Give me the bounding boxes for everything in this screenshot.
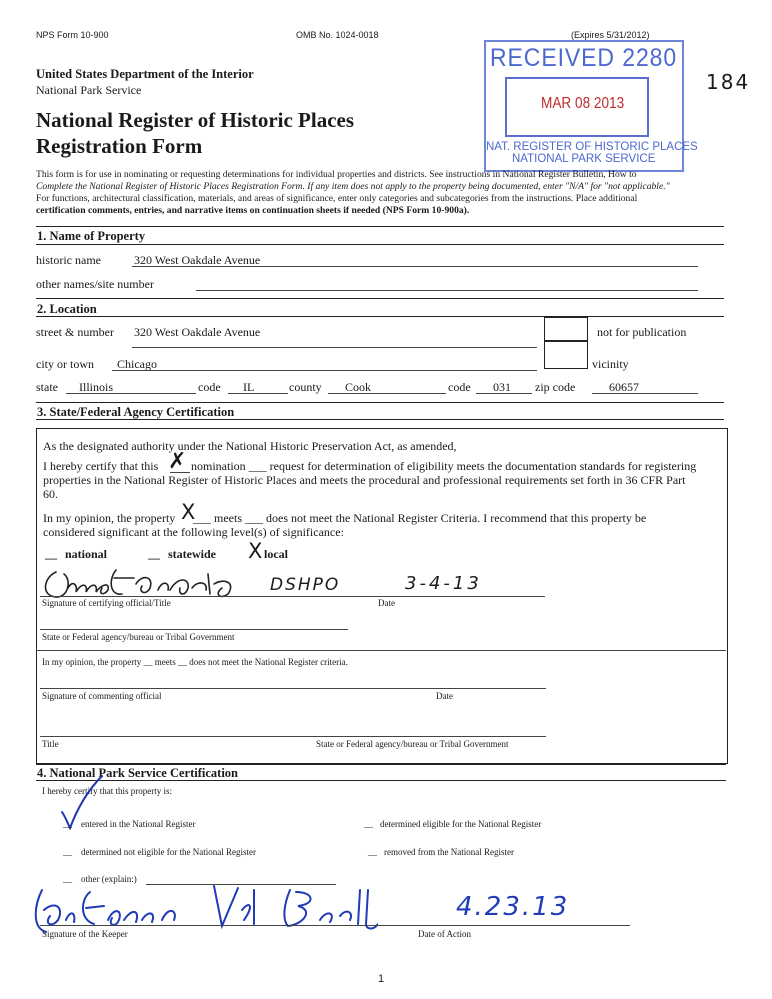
other-names-label: other names/site number (36, 277, 154, 291)
city-line (112, 370, 537, 371)
comment-signature-line (40, 688, 546, 689)
keeper-signature-label: Signature of the Keeper (42, 929, 128, 939)
cert-para-3a: In my opinion, the property (43, 511, 176, 525)
cert-para-3b: ___ meets ___ does not meet the National Register Criteria. I recommend that this property be (193, 511, 647, 525)
section4-title: 4. National Park Service Certification (37, 766, 238, 780)
omb-number: OMB No. 1024-0018 (296, 30, 379, 40)
zip-value[interactable]: 60657 (609, 380, 639, 394)
cert-para-2d: 60. (43, 487, 58, 501)
cert-agency-label: State or Federal agency/bureau or Tribal Government (42, 632, 235, 642)
certifying-title-handwritten: DSHPO (270, 575, 341, 595)
cert-divider (36, 650, 726, 651)
opt-other-blank[interactable]: __ (63, 874, 72, 884)
street-line (132, 347, 537, 348)
zip-line (592, 393, 698, 394)
county-code-label: code (448, 380, 471, 394)
historic-name-value[interactable]: 320 West Oakdale Avenue (134, 253, 261, 267)
cert-agency-line (40, 629, 348, 630)
opt-removed-blank[interactable]: __ (368, 847, 377, 857)
rule-s1-bottom (36, 244, 724, 245)
intro-line-1: This form is for use in nominating or requesting determinations for individual properties and districts. See instructions in National Register Bulletin, How to (36, 169, 637, 180)
opt-other: other (explain:) (81, 874, 137, 884)
zip-label: zip code (535, 380, 576, 394)
date-of-action-label: Date of Action (418, 929, 471, 939)
property-meets-mark: X (181, 500, 196, 524)
county-value[interactable]: Cook (345, 380, 372, 394)
comment-signature-label: Signature of commenting official (42, 691, 162, 701)
other-names-line (196, 290, 698, 291)
keeper-signature-line (40, 925, 630, 926)
historic-name-line (132, 266, 698, 267)
stamp-line2: NATIONAL PARK SERVICE (512, 153, 656, 165)
opt-eligible: determined eligible for the National Register (380, 819, 542, 829)
street-value[interactable]: 320 West Oakdale Avenue (134, 325, 261, 339)
section3-title: 3. State/Federal Agency Certification (37, 405, 235, 419)
level-national-blank[interactable]: __ (45, 547, 57, 561)
rule-s3-top (36, 402, 724, 403)
cert-para-1: As the designated authority under the National Historic Preservation Act, as amended, (43, 439, 457, 453)
keeper-intro: I hereby certify that this property is: (42, 786, 172, 796)
page-subtitle: Registration Form (36, 134, 203, 158)
level-statewide: statewide (168, 547, 216, 561)
cert-signature-line (40, 596, 545, 597)
stamp-received: RECEIVED 2280 (490, 44, 678, 72)
vicinity-checkbox[interactable] (544, 341, 588, 369)
keeper-date-handwritten: 4.23.13 (456, 892, 570, 922)
comment-title-line (40, 736, 546, 737)
opt-not-eligible-blank[interactable]: __ (63, 847, 72, 857)
state-code-line (228, 393, 288, 394)
opt-not-eligible: determined not eligible for the National Register (81, 847, 256, 857)
cert-para-2c: properties in the National Register of Historic Places and meets the procedural and professional requirements set forth in 36 CFR Part (43, 473, 686, 487)
city-value[interactable]: Chicago (117, 357, 157, 371)
vicinity-label: vicinity (592, 357, 629, 371)
county-label: county (289, 380, 322, 394)
form-number: NPS Form 10-900 (36, 30, 109, 40)
section2-title: 2. Location (37, 302, 97, 316)
expiration: (Expires 5/31/2012) (571, 30, 650, 40)
nomination-check-mark: ✗ (168, 449, 187, 474)
intro-line-3: For functions, architectural classification, materials, and areas of significance, enter only categories and subcategories from the instructions. Place additional (36, 193, 638, 204)
rule-s4-bottom (36, 780, 726, 781)
comment-title-label: Title (42, 739, 59, 749)
page-title: National Register of Historic Places (36, 108, 355, 132)
department: United States Department of the Interior (36, 67, 254, 81)
level-local-check[interactable]: X (248, 539, 263, 563)
not-for-publication-label: not for publication (597, 325, 687, 339)
rule-s2-bottom (36, 316, 724, 317)
county-line (328, 393, 446, 394)
cert-para-2a: I hereby certify that this (43, 459, 159, 473)
comment-agency-label: State or Federal agency/bureau or Tribal Government (316, 739, 509, 749)
state-label: state (36, 380, 58, 394)
level-local: local (264, 547, 288, 561)
rule-s1-top (36, 226, 724, 227)
intro-line-2: Complete the National Register of Historic Places Registration Form. If any item does not apply to the property being documented, enter "N/A" for "not applicable." (36, 181, 670, 192)
certifying-date-handwritten: 3-4-13 (405, 573, 482, 594)
state-line (66, 393, 196, 394)
state-code-label: code (198, 380, 221, 394)
level-statewide-blank[interactable]: __ (148, 547, 160, 561)
intro-line-4: certification comments, entries, and narrative items on continuation sheets if needed (NPS Form 10-900a). (36, 205, 470, 216)
not-for-publication-checkbox[interactable] (544, 317, 588, 341)
stamp-line1: NAT. REGISTER OF HISTORIC PLACES (486, 141, 698, 153)
opinion-2: In my opinion, the property __ meets __ does not meet the National Register criteria. (42, 657, 348, 667)
opt-entered: entered in the National Register (81, 819, 196, 829)
opt-removed: removed from the National Register (384, 847, 514, 857)
comment-date-label: Date (436, 691, 453, 701)
historic-name-label: historic name (36, 253, 101, 267)
stamp-date: MAR 08 2013 (541, 95, 625, 112)
cert-para-2b: nomination ___ request for determination of eligibility meets the documentation standards for registering (191, 459, 697, 473)
street-label: street & number (36, 325, 114, 339)
rule-s4-top (36, 764, 726, 765)
level-national: national (65, 547, 108, 561)
rule-s3-bottom (36, 419, 724, 420)
cert-date-label: Date (378, 598, 395, 608)
cert-signature-label: Signature of certifying official/Title (42, 598, 171, 608)
margin-note: 184 (706, 70, 751, 94)
county-code-value[interactable]: 031 (493, 380, 511, 394)
section1-title: 1. Name of Property (37, 229, 146, 243)
cert-para-3c: considered significant at the following level(s) of significance: (43, 525, 344, 539)
city-label: city or town (36, 357, 94, 371)
agency: National Park Service (36, 83, 142, 97)
state-code-value[interactable]: IL (243, 380, 255, 394)
opt-eligible-blank[interactable]: __ (364, 819, 373, 829)
state-value[interactable]: Illinois (79, 380, 114, 394)
county-code-line (476, 393, 532, 394)
page-number: 1 (378, 973, 385, 985)
rule-s2-top (36, 298, 724, 299)
opt-entered-blank[interactable]: __ (63, 819, 72, 829)
